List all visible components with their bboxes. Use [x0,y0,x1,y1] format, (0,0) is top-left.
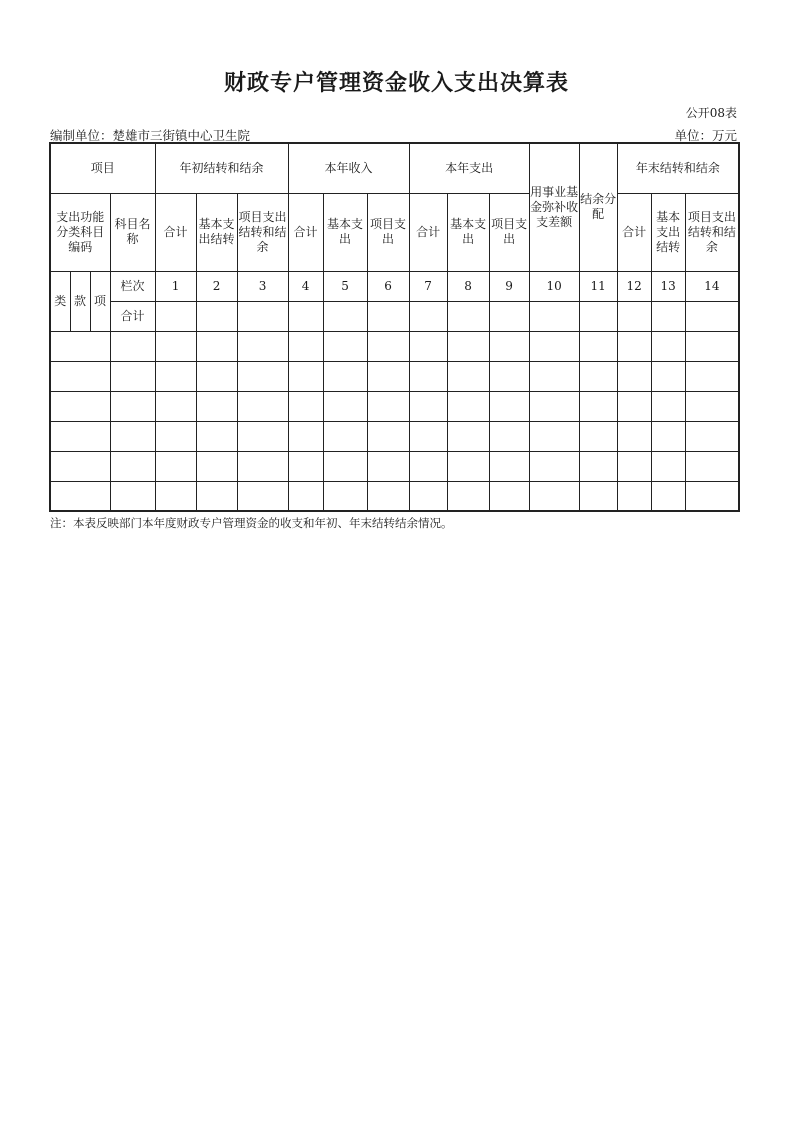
table-cell [196,331,237,361]
table-cell [288,421,323,451]
table-cell [617,331,651,361]
table-cell [110,421,155,451]
table-row [50,451,739,481]
table-cell [367,391,409,421]
table-cell [447,331,489,361]
table-cell [529,421,579,451]
table-cell [651,451,685,481]
table-cell [155,391,196,421]
table-cell [237,391,288,421]
code-xiang: 项 [90,271,110,331]
table-cell [579,331,617,361]
header-func-code: 支出功能分类科目编码 [50,193,110,271]
table-cell [288,361,323,391]
header-begin-total: 合计 [155,193,196,271]
header-income-project: 项目支出 [367,193,409,271]
table-cell [50,391,110,421]
table-cell [155,451,196,481]
table-cell [155,331,196,361]
table-cell [489,301,529,331]
table-cell [489,391,529,421]
table-cell [196,481,237,511]
table-cell [617,451,651,481]
col-number: 4 [288,271,323,301]
col-number: 8 [447,271,489,301]
header-expense: 本年支出 [409,143,529,193]
table-cell [489,451,529,481]
table-cell [196,301,237,331]
table-cell [110,451,155,481]
header-expense-total: 合计 [409,193,447,271]
table-cell [155,481,196,511]
table-cell [155,361,196,391]
table-cell [409,421,447,451]
code-kuan: 款 [70,271,90,331]
table-cell [447,481,489,511]
col-number: 11 [579,271,617,301]
table-cell [579,301,617,331]
col-number: 6 [367,271,409,301]
table-cell [367,481,409,511]
footnote: 注：本表反映部门本年度财政专户管理资金的收支和年初、年末结转结余情况。 [50,516,453,530]
table-cell [685,361,739,391]
header-fund-subsidy: 用事业基金弥补收支差额 [529,143,579,271]
table-cell [196,451,237,481]
header-expense-project: 项目支出 [489,193,529,271]
table-cell [685,391,739,421]
table-cell [489,331,529,361]
table-cell [288,331,323,361]
table-cell [110,481,155,511]
table-cell [367,331,409,361]
table-cell [237,301,288,331]
table-cell [409,361,447,391]
table-cell [323,481,367,511]
table-cell [529,451,579,481]
table-cell [579,421,617,451]
table-cell [447,391,489,421]
org-label: 编制单位：楚雄市三街镇中心卫生院 [50,128,251,143]
table-cell [617,391,651,421]
col-number: 2 [196,271,237,301]
table-cell [288,481,323,511]
table-cell [685,331,739,361]
code-lei: 类 [50,271,70,331]
table-cell [447,451,489,481]
table-cell [323,301,367,331]
table-cell [409,331,447,361]
table-cell [529,481,579,511]
table-cell [617,301,651,331]
header-income-basic: 基本支出 [323,193,367,271]
col-number: 12 [617,271,651,301]
table-cell [579,481,617,511]
table-cell [196,361,237,391]
table-cell [529,391,579,421]
col-number: 5 [323,271,367,301]
table-cell [529,361,579,391]
table-cell [617,361,651,391]
table-cell [288,301,323,331]
table-cell [579,451,617,481]
table-cell [489,481,529,511]
table-cell [651,421,685,451]
table-cell [367,301,409,331]
table-cell [447,301,489,331]
table-cell [50,331,110,361]
table-row [50,361,739,391]
table-cell [323,331,367,361]
table-cell [367,361,409,391]
table-cell [110,331,155,361]
form-code: 公开08表 [685,106,737,120]
table-cell [237,331,288,361]
table-cell [489,421,529,451]
table-cell [288,391,323,421]
table-cell [323,361,367,391]
table-cell [237,361,288,391]
table-cell [409,391,447,421]
unit-label: 单位：万元 [674,128,737,143]
table-cell [651,331,685,361]
col-number: 1 [155,271,196,301]
table-cell [579,361,617,391]
table-cell [685,301,739,331]
table-cell [155,301,196,331]
header-begin-balance: 年初结转和结余 [155,143,288,193]
table-cell [155,421,196,451]
table-cell [579,391,617,421]
header-end-total: 合计 [617,193,651,271]
row-lanci-label: 栏次 [110,271,155,301]
row-total-label: 合计 [110,301,155,331]
header-surplus-allocation: 结余分配 [579,143,617,271]
table-cell [50,361,110,391]
page-title: 财政专户管理资金收入支出决算表 [223,70,569,96]
table-cell [110,391,155,421]
table-cell [489,361,529,391]
table-row [50,331,739,361]
table-cell [367,421,409,451]
table-cell [409,301,447,331]
table-cell [409,481,447,511]
table-cell [685,481,739,511]
table-cell [685,451,739,481]
table-cell [323,391,367,421]
table-cell [196,391,237,421]
col-number: 13 [651,271,685,301]
col-number: 14 [685,271,739,301]
header-subject-name: 科目名称 [110,193,155,271]
table-cell [323,451,367,481]
table-cell [50,421,110,451]
table-cell [409,451,447,481]
table-cell [237,451,288,481]
header-expense-basic: 基本支出 [447,193,489,271]
table-cell [529,331,579,361]
table-cell [617,481,651,511]
header-begin-project: 项目支出结转和结余 [237,193,288,271]
table-cell [50,451,110,481]
table-cell [651,481,685,511]
col-number: 10 [529,271,579,301]
table-cell [237,481,288,511]
budget-table [49,142,740,512]
table-cell [323,421,367,451]
header-income-total: 合计 [288,193,323,271]
header-item: 项目 [50,143,155,193]
table-cell [237,421,288,451]
table-row [50,421,739,451]
header-end-balance: 年末结转和结余 [617,143,739,193]
header-end-basic: 基本支出结转 [651,193,685,271]
table-cell [685,421,739,451]
table-cell [110,361,155,391]
table-cell [50,481,110,511]
col-number: 7 [409,271,447,301]
header-end-project: 项目支出结转和结余 [685,193,739,271]
table-cell [447,361,489,391]
header-begin-basic: 基本支出结转 [196,193,237,271]
table-row [50,481,739,511]
table-cell [529,301,579,331]
table-cell [617,421,651,451]
table-cell [367,451,409,481]
table-cell [196,421,237,451]
col-number: 9 [489,271,529,301]
table-cell [651,391,685,421]
table-cell [651,301,685,331]
col-number: 3 [237,271,288,301]
header-income: 本年收入 [288,143,409,193]
table-row [50,391,739,421]
table-cell [288,451,323,481]
table-cell [447,421,489,451]
table-cell [651,361,685,391]
